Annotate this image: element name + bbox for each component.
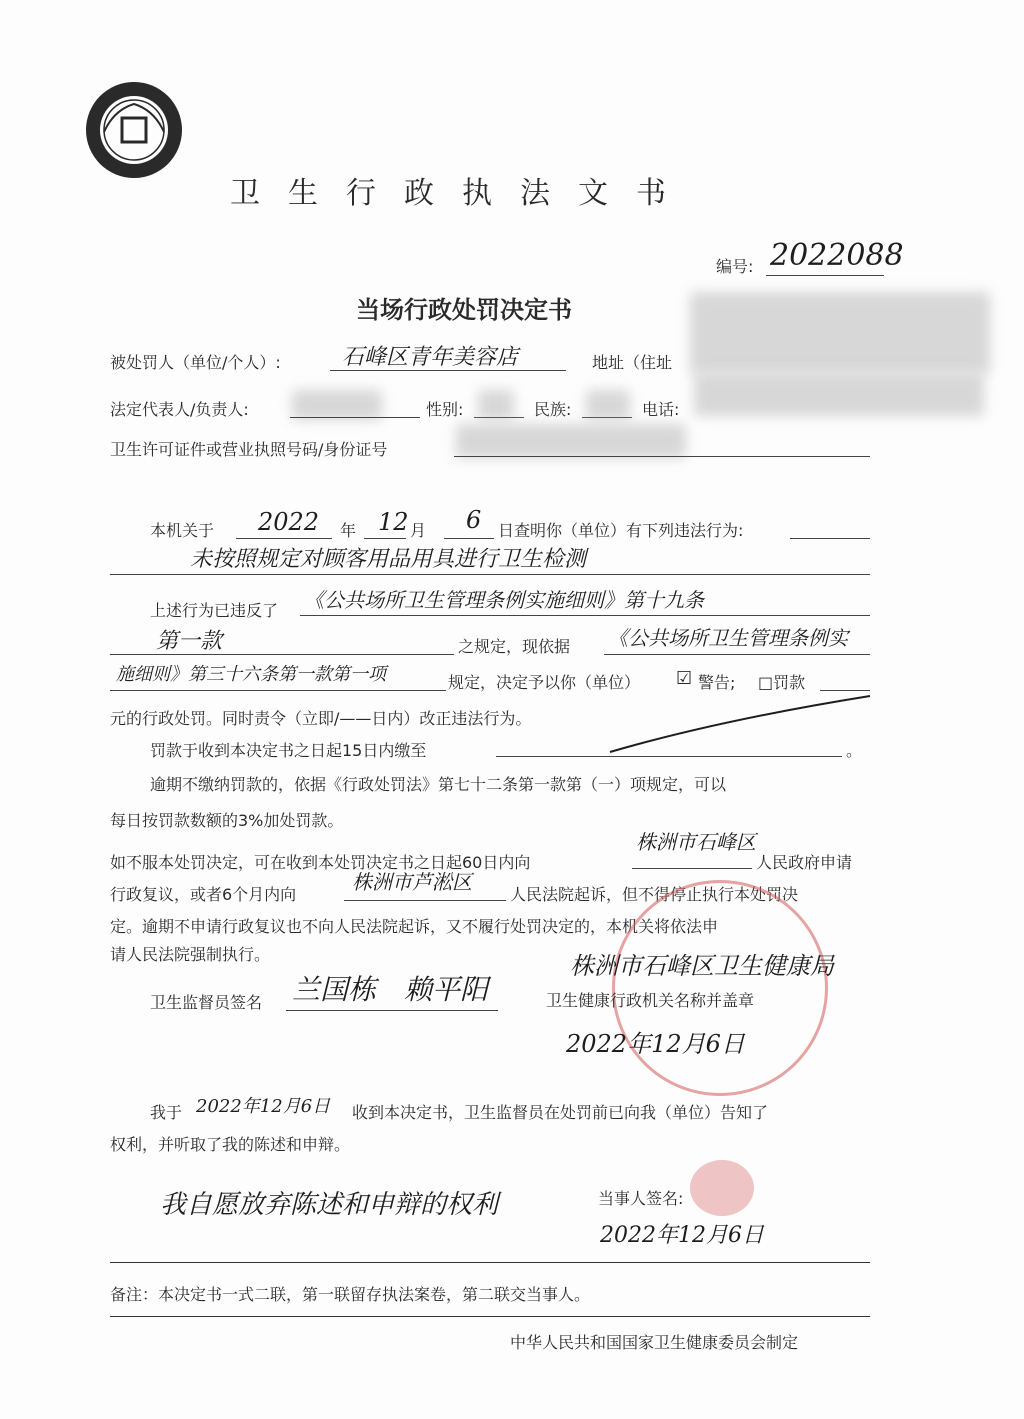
p6-line2-prefix: 行政复议，或者6个月内向 xyxy=(110,885,297,904)
receipt-line1: 收到本决定书，卫生监督员在处罚前已向我（单位）告知了 xyxy=(352,1103,769,1122)
divider xyxy=(110,1262,870,1263)
p2-mid: 之规定，现依据 xyxy=(458,637,571,656)
gov-name: 株洲市石峰区 xyxy=(636,830,756,854)
p6-line4: 请人民法院强制执行。 xyxy=(110,945,271,964)
fine-checkbox: □罚款 xyxy=(758,673,806,692)
party-name: 石峰区青年美容店 xyxy=(342,345,519,370)
party-date: 2022年12月6日 xyxy=(600,1223,764,1248)
warning-label: 警告; xyxy=(698,673,736,692)
redacted-address xyxy=(690,292,990,374)
year-suffix: 年 xyxy=(340,521,357,540)
redacted-phone xyxy=(694,372,984,416)
emblem-logo xyxy=(84,80,184,180)
agency-handwritten: 株洲市石峰区卫生健康局 xyxy=(570,952,834,980)
p6-prefix: 如不服本处罚决定，可在收到本处罚决定书之日起60日内向 xyxy=(110,853,531,872)
p5-line2: 每日按罚款数额的3%加处罚款。 xyxy=(110,811,344,830)
gender-label: 性别: xyxy=(426,400,464,419)
inspector-signature-1: 兰国栋 xyxy=(292,973,377,1006)
p6-mid1: 人民政府申请 xyxy=(756,853,853,872)
number-label: 编号: xyxy=(716,257,754,276)
p5-line1: 逾期不缴纳罚款的，依据《行政处罚法》第七十二条第一款第（一）项规定，可以 xyxy=(150,775,727,794)
footer-text: 中华人民共和国国家卫生健康委员会制定 xyxy=(510,1333,799,1352)
month-suffix: 月 xyxy=(410,521,427,540)
p6-line3: 定。逾期不申请行政复议也不向人民法院起诉，又不履行处罚决定的，本机关将依法申 xyxy=(110,917,719,936)
receipt-date: 2022年12月6日 xyxy=(196,1096,331,1117)
strike-line xyxy=(600,690,880,760)
rep-label: 法定代表人/负责人: xyxy=(110,400,249,419)
redacted-gender xyxy=(478,390,514,420)
date-day: 6 xyxy=(466,506,482,534)
law2-line1: 《公共场所卫生管理条例实 xyxy=(608,626,848,650)
inspector-label: 卫生监督员签名 xyxy=(150,993,263,1012)
warning-checkbox: ☑ xyxy=(676,668,693,689)
date-year: 2022 xyxy=(258,508,320,536)
p6-line2-suffix: 人民法院起诉，但不得停止执行本处罚决 xyxy=(510,885,799,904)
p1-suffix: 日查明你（单位）有下列违法行为: xyxy=(498,521,744,540)
redacted-rep xyxy=(292,390,382,420)
note-text: 备注：本决定书一式二联，第一联留存执法案卷，第二联交当事人。 xyxy=(110,1285,591,1304)
law2-line2: 施细则》第三十六条第一款第一项 xyxy=(116,664,386,685)
agency-label: 卫生健康行政机关名称并盖章 xyxy=(546,991,755,1010)
ethnicity-label: 民族: xyxy=(534,400,572,419)
law1-line2: 第一款 xyxy=(156,629,223,654)
phone-label: 电话: xyxy=(642,400,680,419)
law1-line1: 《公共场所卫生管理条例实施细则》第十九条 xyxy=(304,588,704,612)
p2-suffix: 规定，决定予以你（单位） xyxy=(448,673,641,692)
number-value: 2022088 xyxy=(770,238,904,273)
inspector-signature-2: 赖平阳 xyxy=(404,973,489,1006)
waiver-statement: 我自愿放弃陈述和申辩的权利 xyxy=(160,1190,499,1220)
court-name: 株洲市芦淞区 xyxy=(352,870,472,894)
address-label: 地址（住址 xyxy=(592,353,673,372)
document-title: 当场行政处罚决定书 xyxy=(356,296,572,324)
p1-prefix: 本机关于 xyxy=(150,521,215,540)
receipt-prefix: 我于 xyxy=(150,1103,183,1122)
document-header: 卫生行政执法文书 xyxy=(230,176,694,211)
party-label: 被处罚人（单位/个人）: xyxy=(110,353,281,372)
license-label: 卫生许可证件或营业执照号码/身份证号 xyxy=(110,440,388,459)
date-month: 12 xyxy=(378,508,409,536)
p3-text: 元的行政处罚。同时责令（立即/——日内）改正违法行为。 xyxy=(110,709,532,728)
p2-prefix: 上述行为已违反了 xyxy=(150,601,279,620)
receipt-line2: 权利，并听取了我的陈述和申辩。 xyxy=(110,1135,351,1154)
redacted-license xyxy=(456,424,686,458)
fingerprint-mark xyxy=(690,1160,754,1216)
agency-date: 2022年12月6日 xyxy=(566,1030,745,1058)
divider xyxy=(110,1316,870,1317)
redacted-ethnicity xyxy=(586,390,630,420)
violation-text: 未按照规定对顾客用品用具进行卫生检测 xyxy=(190,547,587,572)
p4-text: 罚款于收到本决定书之日起15日内缴至 xyxy=(150,741,427,760)
party-sign-label: 当事人签名: xyxy=(598,1189,684,1208)
p4-end: 。 xyxy=(846,741,863,760)
